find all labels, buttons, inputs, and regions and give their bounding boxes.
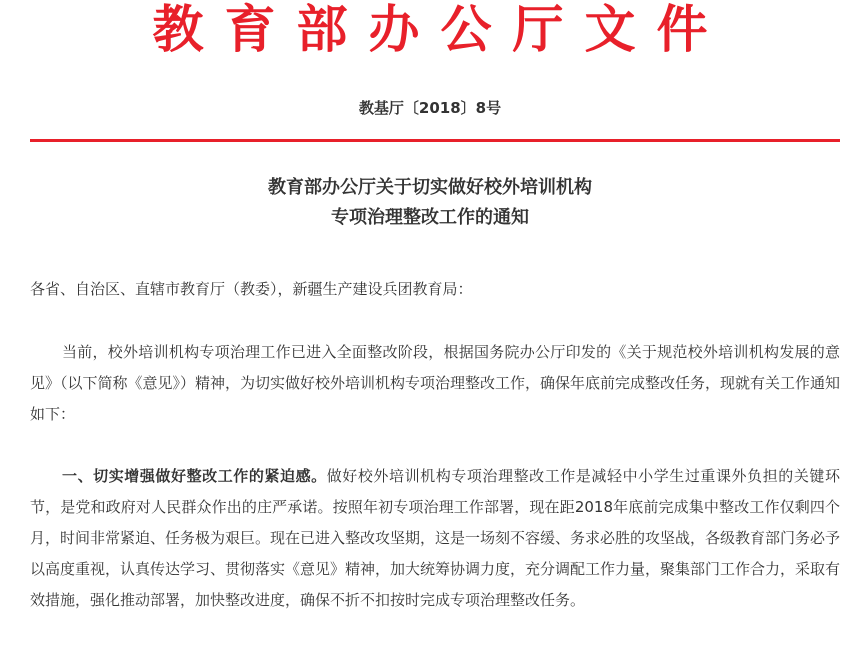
red-divider <box>30 139 840 142</box>
paragraph-intro-text: 当前，校外培训机构专项治理工作已进入全面整改阶段，根据国务院办公厅印发的《关于规范校外培训机构发展的意见》（以下简称《意见》）精神，为切实做好校外培训机构专项治理整改工作，确保年底前完成整改任务，现就有关工作通知如下： <box>30 343 841 423</box>
document-number: 教基厅〔2018〕8号 <box>358 99 502 117</box>
masthead: 教育部办公厅文件 <box>152 0 729 60</box>
salutation: 各省、自治区、直辖市教育厅（教委），新疆生产建设兵团教育局： <box>30 280 473 298</box>
notice-title-line-1: 教育部办公厅关于切实做好校外培训机构 <box>268 177 592 198</box>
section-1-text: 做好校外培训机构专项治理整改工作是减轻中小学生过重课外负担的关键环节，是党和政府对人民群众作出的庄严承诺。按照年初专项治理工作部署，现在距2018年底前完成集中整改工作仅剩四个月，时间非常紧迫、任务极为艰巨。现在已进入整改攻坚期，这是一场刻不容缓、务求必胜的攻坚战，各级教育部门务必予以高度重视，认真传达学习、贯彻落实《意见》精神，加大统筹协调力度，充分调配工作力量，聚集部门工作合力，采取有效措施，强化推动部署，加快整改进度，确保不折不扣按时完成专项治理整改任务。 <box>30 467 841 609</box>
paragraph-section-1 <box>30 461 840 616</box>
paragraph-intro <box>30 337 840 430</box>
notice-title-line-2: 专项治理整改工作的通知 <box>331 207 529 228</box>
notice-title <box>0 173 860 233</box>
section-1-heading: 一、切实增强做好整改工作的紧迫感。 <box>62 467 327 485</box>
